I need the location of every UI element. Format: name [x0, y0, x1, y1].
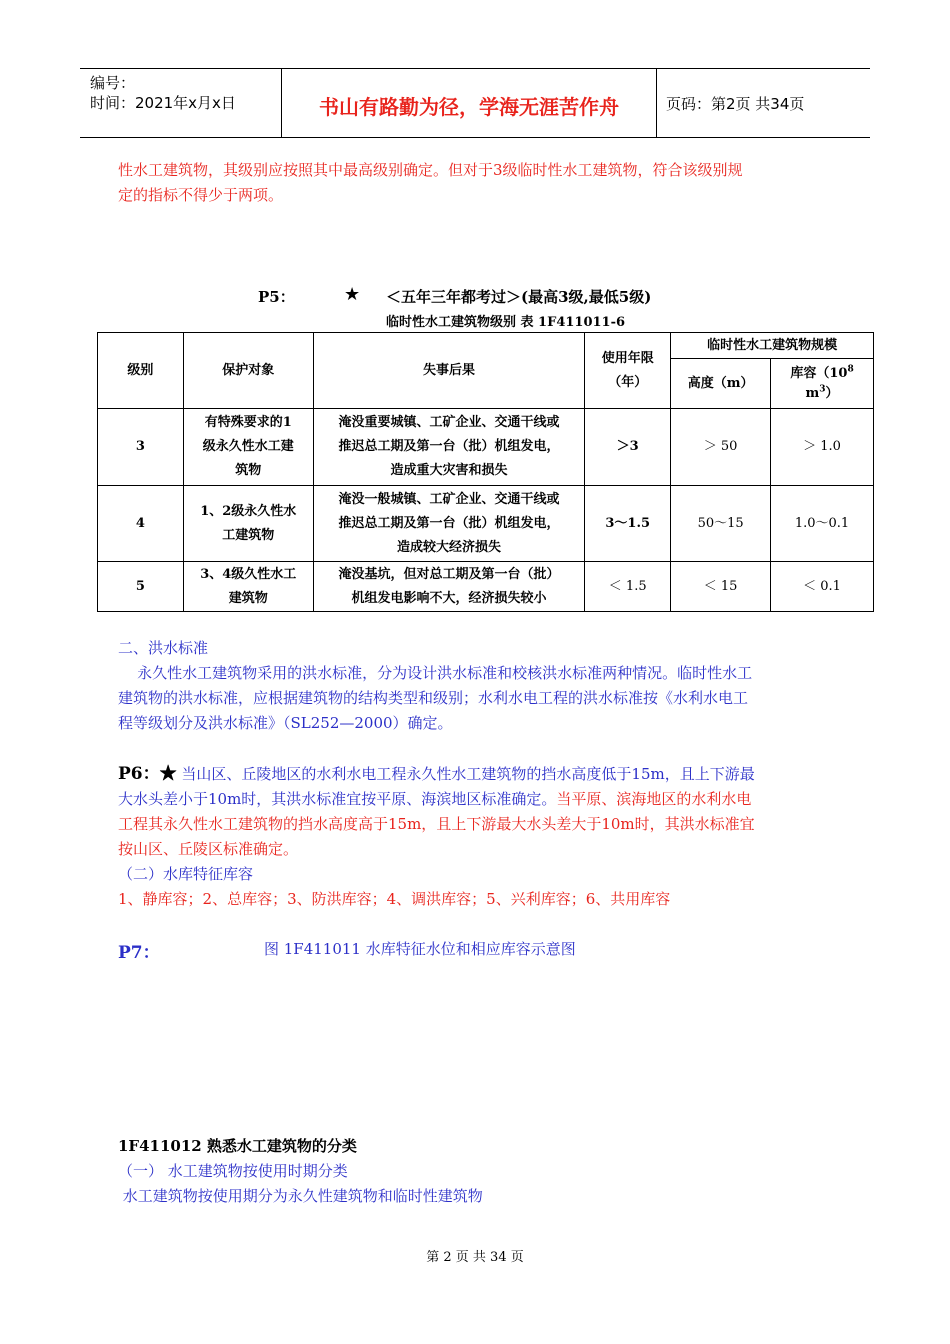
intro-line: 性水工建筑物，其级别应按照其中最高级别确定。但对于3级临时性水工建筑物，符合该级别规	[118, 161, 743, 179]
cell-years: ＜ 1.5	[585, 562, 671, 612]
p7-label: P7：	[118, 943, 160, 963]
cell-height: ＞ 50	[671, 409, 771, 486]
p6-section: P6：★ 当山区、丘陵地区的水利水电工程永久性水工建筑物的挡水高度低于15m，且上下游最 大水头差小于10m时，其洪水标准宜按平原、海滨地区标准确定。当平原、滨海地区的水利水电 工程其永久性水工建筑物的挡水高度高于15m，且上下游最大水头差大于10m时，其洪水标准宜 按山区、丘陵区标准确定。 （二）水库特征库容 1、静库容；2、总库容；3、防洪库容；4、调洪库容；5、兴利库容；6、共用库容	[118, 762, 848, 912]
cell-capacity: ＜ 0.1	[771, 562, 874, 612]
section-heading: 二、洪水标准	[118, 639, 209, 657]
section-heading: 1F411012 熟悉水工建筑物的分类	[118, 1137, 357, 1155]
flood-standard-section: 二、洪水标准 永久性水工建筑物采用的洪水标准，分为设计洪水标准和校核洪水标准两种情况。临时性水工 建筑物的洪水标准，应根据建筑物的结构类型和级别；水利水电工程的洪水标准按《水利水电工 程等级划分及洪水标准》（SL252—2000）确定。	[118, 636, 838, 736]
header-consequence: 失事后果	[313, 333, 585, 409]
reservoir-capacity-heading: （二）水库特征库容	[118, 865, 254, 883]
figure-caption: 图 1F411011 水库特征水位和相应库容示意图	[264, 940, 576, 958]
reservoir-capacity-list: 1、静库容；2、总库容；3、防洪库容；4、调洪库容；5、兴利库容；6、共用库容	[118, 890, 671, 908]
p5-label: P5：	[258, 288, 295, 306]
header-scale: 临时性水工建筑物规模	[671, 333, 874, 359]
cell-protect: 1、2级永久性水 工建筑物	[183, 486, 313, 562]
header-divider	[656, 69, 657, 137]
header-protect: 保护对象	[183, 333, 313, 409]
header-level: 级别	[98, 333, 184, 409]
page-header	[80, 68, 870, 138]
p6-label: P6：★	[118, 764, 177, 784]
cell-level: 3	[98, 409, 184, 486]
cell-consequence: 淹没重要城镇、工矿企业、交通干线或 推迟总工期及第一台（批）机组发电， 造成重大灾害和损失	[313, 409, 585, 486]
cell-level: 4	[98, 486, 184, 562]
cell-level: 5	[98, 562, 184, 612]
cell-years: 3～1.5	[585, 486, 671, 562]
cell-consequence: 淹没一般城镇、工矿企业、交通干线或 推迟总工期及第一台（批）机组发电， 造成较大经济损失	[313, 486, 585, 562]
header-motto: 书山有路勤为径，学海无涯苦作舟	[319, 95, 619, 119]
star-icon: ★	[344, 284, 361, 305]
cell-capacity: 1.0～0.1	[771, 486, 874, 562]
temporary-building-level-table	[97, 332, 874, 612]
intro-line: 定的指标不得少于两项。	[118, 186, 284, 204]
header-years: 使用年限（年）	[585, 333, 671, 409]
table-row	[98, 409, 874, 486]
classification-section: 1F411012 熟悉水工建筑物的分类 （一） 水工建筑物按使用时期分类 水工建筑物按使用期分为永久性建筑物和临时性建筑物	[118, 1134, 838, 1209]
cell-years: ＞3	[585, 409, 671, 486]
page-footer: 第 2 页 共 34 页	[426, 1250, 524, 1265]
cell-consequence: 淹没基坑，但对总工期及第一台（批） 机组发电影响不大，经济损失较小	[313, 562, 585, 612]
table-row	[98, 562, 874, 612]
cell-protect: 3、4级久性水工 建筑物	[183, 562, 313, 612]
header-code: 编号：	[90, 74, 136, 92]
cell-height: ＜ 15	[671, 562, 771, 612]
header-height: 高度（m）	[671, 359, 771, 409]
cell-height: 50～15	[671, 486, 771, 562]
cell-capacity: ＞ 1.0	[771, 409, 874, 486]
header-time: 时间：2021年x月x日	[90, 94, 236, 112]
table-row	[98, 486, 874, 562]
header-page-number: 页码：第2页 共34页	[666, 95, 805, 113]
p5-note: ＜五年三年都考过＞(最高3级,最低5级)	[386, 288, 652, 306]
cell-protect: 有特殊要求的1 级永久性水工建 筑物	[183, 409, 313, 486]
header-meta	[90, 73, 236, 113]
intro-paragraph	[118, 158, 838, 208]
header-capacity: 库容（$10^8$ $m^3$）	[771, 359, 874, 409]
table-title: 临时性水工建筑物级别 表 1F411011-6	[386, 315, 626, 330]
